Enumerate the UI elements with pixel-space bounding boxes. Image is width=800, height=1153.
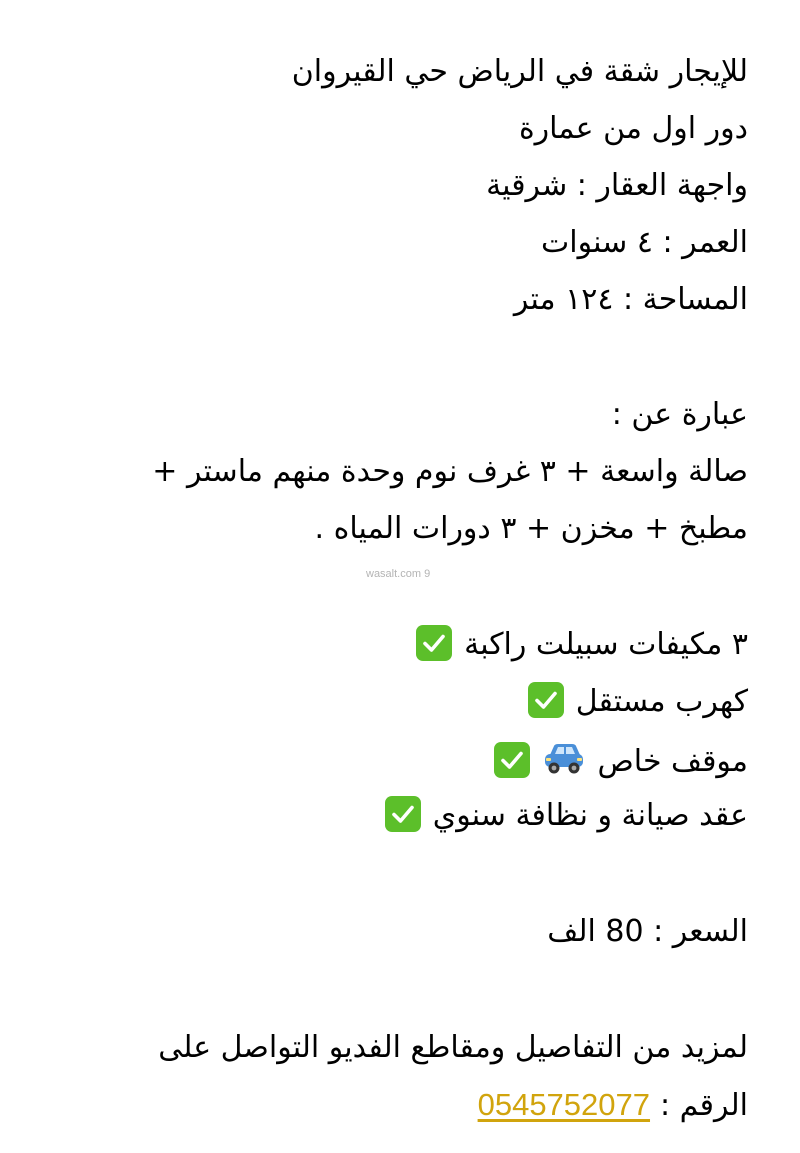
feature-label: ٣ مكيفات سبيلت راكبة — [464, 627, 748, 662]
feature-label: موقف خاص — [597, 744, 748, 779]
check-mark-icon — [494, 742, 530, 778]
description-heading: عبارة عن : — [611, 397, 748, 432]
floor-info: دور اول من عمارة — [518, 111, 748, 146]
feature-item — [40, 739, 748, 782]
feature-item — [40, 682, 748, 722]
feature-item — [40, 625, 748, 665]
feature-item — [40, 796, 748, 836]
description-line-2: مطبخ + مخزن + ٣ دورات المياه . — [314, 511, 748, 546]
contact-phone-line — [40, 1085, 748, 1126]
phone-label: الرقم : — [660, 1088, 748, 1123]
feature-label: كهرب مستقل — [575, 684, 748, 719]
phone-link[interactable]: 0545752077 — [477, 1087, 651, 1122]
check-mark-icon — [385, 796, 421, 832]
description-line-1: صالة واسعة + ٣ غرف نوم وحدة منهم ماستر + — [152, 454, 748, 489]
area-info: المساحة : ١٢٤ متر — [513, 282, 748, 317]
contact-text: لمزيد من التفاصيل ومقاطع الفديو التواصل على — [158, 1030, 748, 1065]
facade-info: واجهة العقار : شرقية — [486, 168, 748, 203]
check-mark-icon — [528, 682, 564, 718]
age-info: العمر : ٤ سنوات — [541, 225, 748, 260]
car-icon — [542, 739, 586, 779]
check-mark-icon — [416, 625, 452, 661]
watermark: wasalt.com 9 — [366, 568, 431, 580]
feature-label: عقد صيانة و نظافة سنوي — [432, 798, 748, 833]
price: السعر : 80 الف — [547, 914, 748, 949]
listing-title: للإيجار شقة في الرياض حي القيروان — [291, 54, 748, 89]
